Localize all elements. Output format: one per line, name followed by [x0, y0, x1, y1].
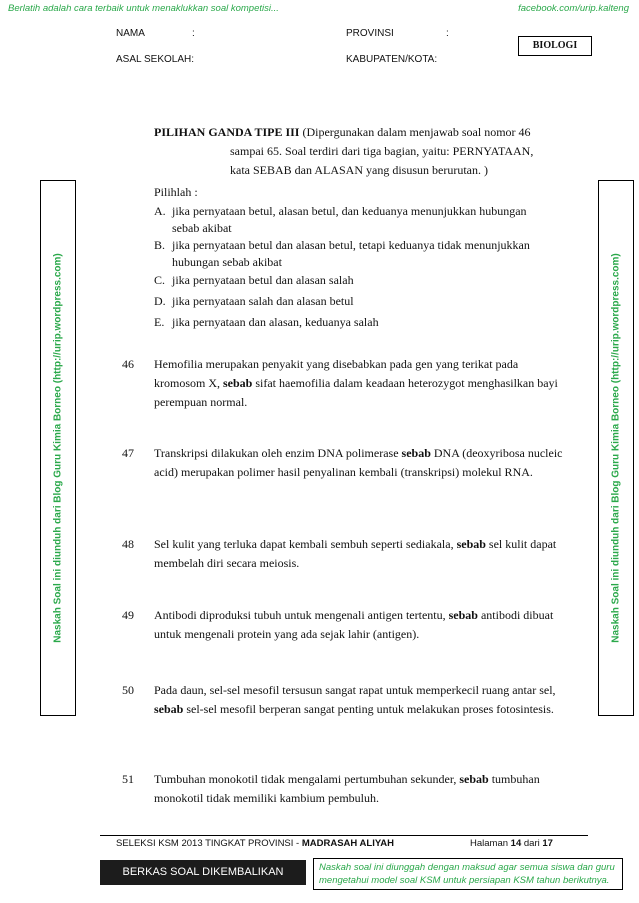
option-text: jika pernyataan betul dan alasan betul, tetapi keduanya tidak menunjukkan	[172, 238, 530, 252]
option-letter: D.	[154, 294, 166, 308]
option-text: jika pernyataan salah dan alasan betul	[172, 294, 354, 308]
question-number: 48	[122, 537, 134, 551]
option-text-cont: hubungan sebab akibat	[172, 255, 282, 269]
footer-level: MADRASAH ALIYAH	[301, 838, 395, 849]
question-number: 46	[122, 357, 134, 371]
option-e	[154, 314, 584, 335]
upload-note-line: Naskah soal ini diunggah dengan maksud agar semua siswa dan guru	[319, 862, 615, 873]
question-number: 50	[122, 683, 134, 697]
subject-badge: BIOLOGI	[518, 36, 592, 56]
intro-title-bold: PILIHAN GANDA TIPE III	[154, 125, 300, 139]
question-46	[154, 355, 564, 412]
option-letter: C.	[154, 273, 166, 287]
footer-divider	[100, 835, 588, 836]
question-text: sel-sel mesofil berperan sangat penting untuk melakukan proses fotosintesis.	[183, 702, 554, 716]
upload-note	[313, 858, 623, 890]
option-d	[154, 293, 584, 314]
intro-line3: kata SEBAB dan ALASAN yang disusun berurutan. )	[230, 163, 488, 177]
option-c	[154, 272, 584, 293]
question-text: tumbuhan monokotil tidak memiliki kambium pembuluh.	[154, 772, 540, 805]
question-text: sifat haemofilia dalam keadaan heterozygot menghasilkan bayi perempuan normal.	[154, 376, 558, 409]
right-side-text: Naskah Soal ini diunduh dari Blog Guru Kimia Borneo (http://urip.wordpress.com)	[610, 253, 622, 643]
question-text: Antibodi diproduksi tubuh untuk mengenali antigen tertentu,	[154, 608, 449, 622]
provinsi-colon: :	[446, 28, 449, 39]
footer-exam-title	[116, 838, 394, 849]
option-text-cont: sebab akibat	[172, 221, 232, 235]
question-text: Sel kulit yang terluka dapat kembali sembuh seperti sediakala,	[154, 537, 457, 551]
question-number: 47	[122, 446, 134, 460]
sebab-keyword: sebab	[456, 537, 486, 551]
top-right-note: facebook.com/urip.kalteng	[518, 3, 629, 14]
pilihlah-label: Pilihlah :	[154, 185, 198, 199]
option-b	[154, 237, 584, 271]
upload-note-line: mengetahui model soal KSM untuk persiapan KSM tahun berikutnya.	[319, 875, 610, 886]
sebab-keyword: sebab	[223, 376, 253, 390]
option-letter: A.	[154, 204, 166, 218]
question-number: 49	[122, 608, 134, 622]
sebab-keyword: sebab	[154, 702, 184, 716]
nama-colon: :	[192, 28, 195, 39]
return-notice: BERKAS SOAL DIKEMBALIKAN	[100, 860, 306, 885]
question-number: 51	[122, 772, 134, 786]
option-letter: E.	[154, 315, 165, 329]
question-text: DNA (deoxyribosa nucleic acid) merupakan polimer hasil penyalinan kembali (transkripsi) molekul RNA.	[154, 446, 563, 479]
question-50	[154, 681, 564, 719]
options-list	[154, 203, 584, 335]
question-text: sel kulit dapat membelah diri secara meiosis.	[154, 537, 557, 570]
page-number: 14	[510, 838, 522, 849]
footer-exam-text: SELEKSI KSM 2013 TINGKAT PROVINSI -	[116, 838, 302, 849]
question-text: Tumbuhan monokotil tidak mengalami pertumbuhan sekunder,	[154, 772, 460, 786]
page-of: dari	[521, 838, 543, 849]
right-side-box	[598, 180, 634, 716]
question-51	[154, 770, 564, 808]
question-49	[154, 606, 564, 644]
left-side-box	[40, 180, 76, 716]
question-text: Transkripsi dilakukan oleh enzim DNA polimerase	[154, 446, 402, 460]
question-text: antibodi dibuat untuk mengenali protein yang ada sejak lahir (antigen).	[154, 608, 554, 641]
option-text: jika pernyataan betul, alasan betul, dan keduanya menunjukkan hubungan	[172, 204, 527, 218]
sebab-keyword: sebab	[448, 608, 478, 622]
intro-title	[154, 123, 584, 142]
page-label: Halaman	[470, 838, 511, 849]
left-side-text: Naskah Soal ini diunduh dari Blog Guru Kimia Borneo (http://urip.wordpress.com)	[52, 253, 64, 643]
page-total: 17	[542, 838, 553, 849]
nama-label: NAMA	[116, 28, 145, 39]
question-47	[154, 444, 564, 482]
sebab-keyword: sebab	[401, 446, 431, 460]
top-left-note: Berlatih adalah cara terbaik untuk menaklukkan soal kompetisi...	[8, 3, 279, 14]
question-text: Pada daun, sel-sel mesofil tersusun sangat rapat untuk memperkecil ruang antar sel,	[154, 683, 556, 697]
sebab-keyword: sebab	[459, 772, 489, 786]
option-text: jika pernyataan betul dan alasan salah	[172, 273, 354, 287]
intro-line2: sampai 65. Soal terdiri dari tiga bagian, yaitu: PERNYATAAN,	[230, 144, 534, 158]
option-a	[154, 203, 584, 237]
intro-title-rest: (Dipergunakan dalam menjawab soal nomor 46	[299, 125, 531, 139]
option-letter: B.	[154, 238, 166, 252]
option-text: jika pernyataan dan alasan, keduanya salah	[172, 315, 379, 329]
footer-page-info	[470, 838, 553, 849]
provinsi-label: PROVINSI	[346, 28, 394, 39]
asal-sekolah-label: ASAL SEKOLAH:	[116, 54, 194, 65]
kabupaten-label: KABUPATEN/KOTA:	[346, 54, 438, 65]
question-text: Hemofilia merupakan penyakit yang disebabkan pada gen yang terikat pada kromosom X,	[154, 357, 519, 390]
question-48	[154, 535, 564, 573]
